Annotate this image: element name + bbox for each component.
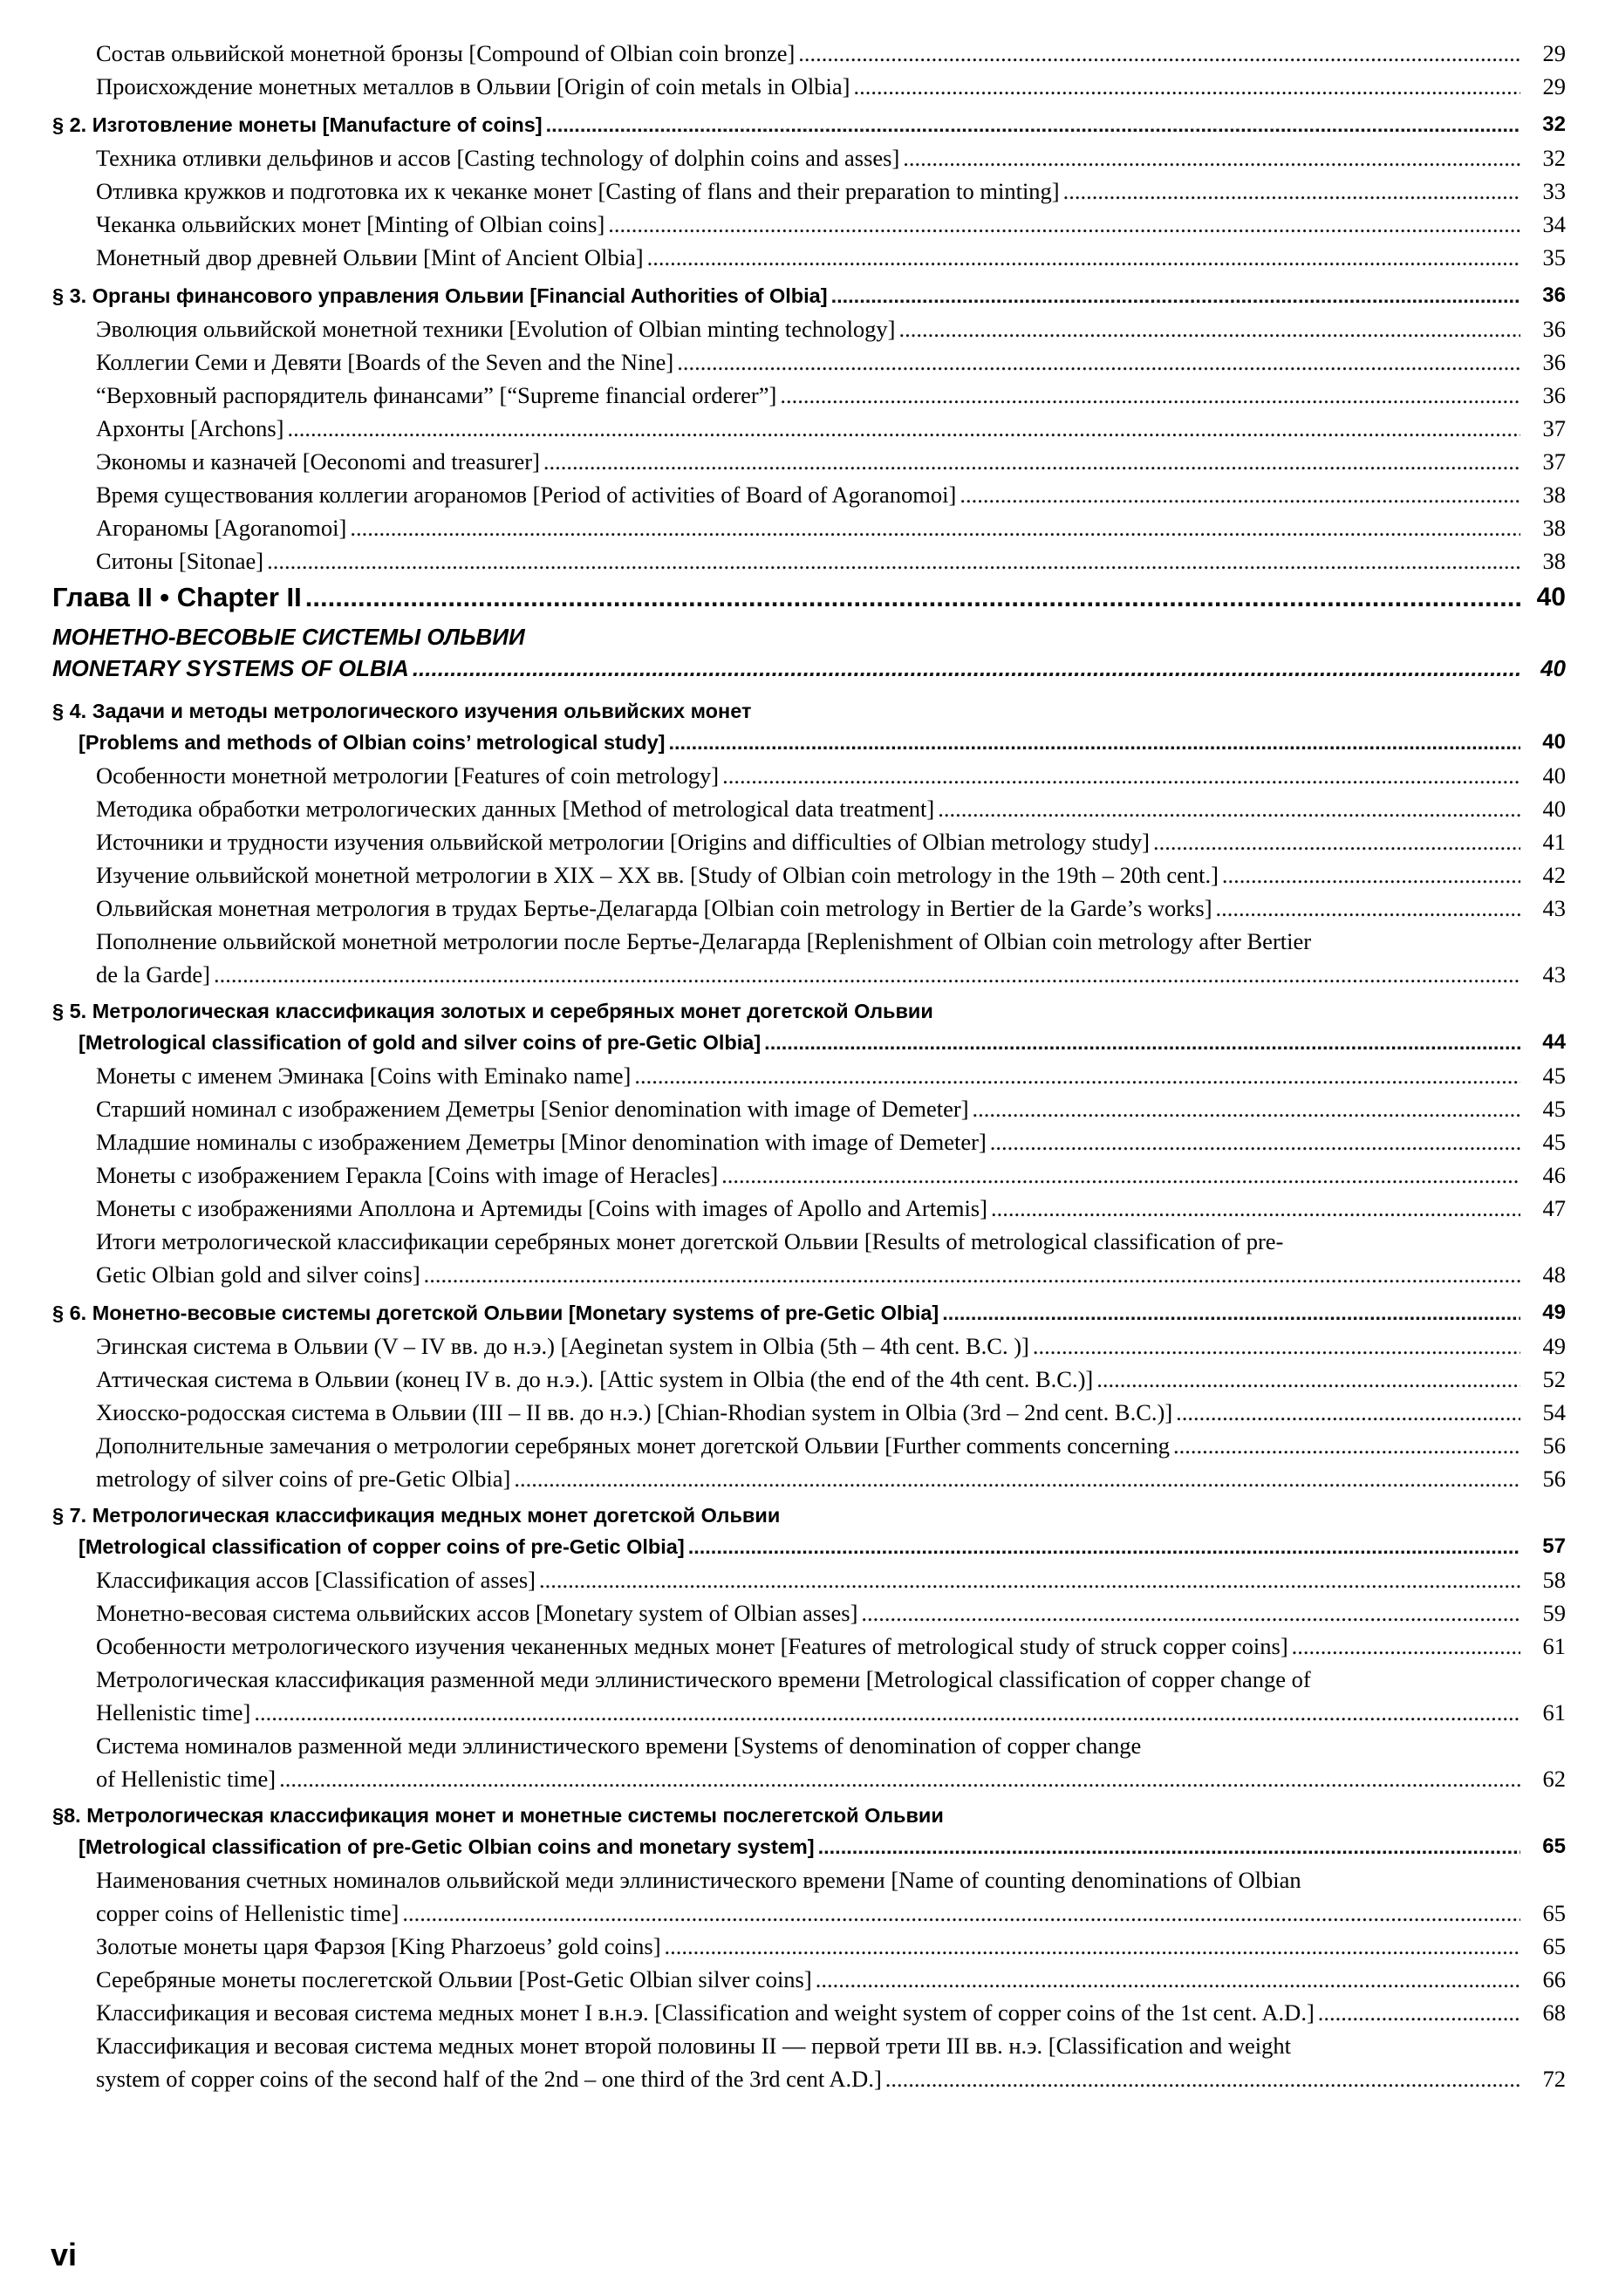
entry-title: Монетный двор древней Ольвии [Mint of Ancient Olbia] <box>96 244 644 270</box>
chapter-subtitle[interactable] <box>52 653 1566 684</box>
entry-title: Экономы и казначей [Oeconomi and treasurer] <box>96 448 540 475</box>
entry-title: Классификация и весовая система медных монет I в.н.э. [Classification and weight system of copper coins of the 1st cent. A.D.] <box>96 1999 1315 2026</box>
entry-title: Состав ольвийской монетной бронзы [Compound of Olbian coin bronze] <box>96 40 796 66</box>
entry-page: 72 <box>1542 2066 1566 2092</box>
toc-entry[interactable] <box>52 208 1566 241</box>
chapter-heading[interactable] <box>52 577 1566 618</box>
section-page: 36 <box>1542 284 1566 307</box>
entry-title: Агораномы [Agoranomoi] <box>96 515 347 541</box>
entry-page: 43 <box>1542 961 1566 987</box>
toc-entry[interactable] <box>52 478 1566 511</box>
toc-entry[interactable] <box>52 412 1566 445</box>
toc-entry[interactable] <box>52 1429 1566 1462</box>
entry-title: Хиосско-родосская система в Ольвии (III – II вв. до н.э.) [Chian-Rhodian system in Olbia (3rd – 2nd cent. B.C.)] <box>96 1399 1173 1425</box>
entry-page: 34 <box>1542 211 1566 237</box>
entry-title: Монеты с изображениями Аполлона и Артемиды [Coins with images of Apollo and Artemis] <box>96 1195 987 1221</box>
section-title-line2: [Metrological classification of gold and silver coins of pre-Getic Olbia] <box>79 1031 762 1054</box>
entry-title: Монеты с изображением Геракла [Coins with image of Heracles] <box>96 1162 719 1188</box>
toc-entry[interactable] <box>52 1696 1566 1729</box>
entry-title: Методика обработки метрологических данных [Method of metrological data treatment] <box>96 796 935 822</box>
section-title-line1: § 7. Метрологическая классификация медных монет догетской Ольвии <box>52 1504 781 1527</box>
toc-entry[interactable] <box>52 141 1566 174</box>
entry-page: 45 <box>1542 1063 1566 1089</box>
entry-title: Золотые монеты царя Фарзоя [King Pharzoeus’ gold coins] <box>96 1933 661 1959</box>
toc-entry[interactable] <box>52 759 1566 792</box>
entry-title-line2: Getic Olbian gold and silver coins] <box>96 1261 420 1288</box>
entry-title: Изучение ольвийской монетной метрологии в XIX – XX вв. [Study of Olbian coin metrology in the 19th – 20th cent.] <box>96 862 1219 888</box>
toc-entry[interactable] <box>52 958 1566 991</box>
section-title: § 2. Изготовление монеты [Manufacture of coins] <box>52 113 543 136</box>
toc-entry[interactable] <box>52 1059 1566 1092</box>
toc-entry[interactable] <box>52 1630 1566 1663</box>
section-title-line1: § 4. Задачи и методы метрологического изучения ольвийских монет <box>52 700 752 722</box>
entry-page: 46 <box>1542 1162 1566 1188</box>
table-of-contents <box>52 37 1566 2095</box>
entry-page: 41 <box>1542 829 1566 855</box>
toc-entry[interactable] <box>52 544 1566 577</box>
section-heading[interactable] <box>52 1830 1566 1863</box>
entry-page: 38 <box>1542 548 1566 574</box>
entry-page: 45 <box>1542 1129 1566 1155</box>
entry-title: Эволюция ольвийской монетной техники [Evolution of Olbian minting technology] <box>96 316 896 342</box>
toc-entry[interactable] <box>52 1596 1566 1630</box>
entry-page: 29 <box>1542 73 1566 99</box>
toc-entry[interactable] <box>52 1329 1566 1363</box>
entry-page: 38 <box>1542 515 1566 541</box>
chapter-subtitle-page: 40 <box>1540 655 1566 681</box>
toc-entry[interactable] <box>52 445 1566 478</box>
toc-entry[interactable] <box>52 1192 1566 1225</box>
section-heading[interactable] <box>52 1026 1566 1059</box>
toc-entry[interactable] <box>52 1930 1566 1963</box>
entry-title: Классификация ассов [Classification of asses] <box>96 1567 536 1593</box>
toc-entry[interactable] <box>52 1396 1566 1429</box>
entry-title: Ольвийская монетная метрология в трудах Бертье-Делагарда [Olbian coin metrology in Bertier de la Garde’s works] <box>96 895 1212 921</box>
entry-page: 37 <box>1542 448 1566 475</box>
toc-entry[interactable] <box>52 345 1566 379</box>
toc-entry[interactable] <box>52 825 1566 858</box>
chapter-page: 40 <box>1536 583 1566 612</box>
entry-page: 38 <box>1542 482 1566 508</box>
entry-page: 36 <box>1542 349 1566 375</box>
entry-title: Особенности метрологического изучения чеканенных медных монет [Features of metrological study of struck copper coins] <box>96 1633 1288 1659</box>
toc-entry[interactable] <box>52 312 1566 345</box>
entry-page: 40 <box>1542 796 1566 822</box>
toc-entry[interactable] <box>52 1462 1566 1495</box>
entry-title-line1: Наименования счетных номиналов ольвийской меди эллинистического времени [Name of counting denominations of Olbian <box>96 1867 1301 1893</box>
entry-page: 54 <box>1542 1399 1566 1425</box>
entry-page: 56 <box>1542 1432 1566 1459</box>
entry-title: “Верховный распорядитель финансами” [“Supreme financial orderer”] <box>96 382 777 408</box>
entry-page: 35 <box>1542 244 1566 270</box>
entry-title: Монеты с именем Эминака [Coins with Eminako name] <box>96 1063 632 1089</box>
entry-page: 47 <box>1542 1195 1566 1221</box>
toc-entry[interactable] <box>52 892 1566 925</box>
entry-title-line2: copper coins of Hellenistic time] <box>96 1900 400 1926</box>
entry-page: 58 <box>1542 1567 1566 1593</box>
entry-page: 43 <box>1542 895 1566 921</box>
entry-page: 40 <box>1542 762 1566 789</box>
entry-page: 33 <box>1542 178 1566 204</box>
entry-page: 29 <box>1542 40 1566 66</box>
entry-title: Коллегии Семи и Девяти [Boards of the Seven and the Nine] <box>96 349 674 375</box>
entry-page: 49 <box>1542 1333 1566 1359</box>
toc-entry[interactable] <box>52 511 1566 544</box>
toc-entry[interactable] <box>52 1963 1566 1996</box>
entry-page: 56 <box>1542 1466 1566 1492</box>
section-title-line2: [Metrological classification of copper coins of pre-Getic Olbia] <box>79 1535 685 1558</box>
entry-page: 61 <box>1542 1633 1566 1659</box>
section-title: § 3. Органы финансового управления Ольвии [Financial Authorities of Olbia] <box>52 284 828 307</box>
toc-entry[interactable] <box>52 1125 1566 1158</box>
entry-title-line2: system of copper coins of the second half of the 2nd – one third of the 3rd cent A.D.] <box>96 2066 882 2092</box>
section-page: 32 <box>1542 113 1566 136</box>
section-page: 65 <box>1542 1835 1566 1858</box>
entry-page: 59 <box>1542 1600 1566 1626</box>
section-title-line1: § 5. Метрологическая классификация золотых и серебряных монет догетской Ольвии <box>52 1000 933 1022</box>
section-page: 49 <box>1542 1301 1566 1324</box>
entry-page: 62 <box>1542 1766 1566 1792</box>
entry-title: Старший номинал с изображением Деметры [Senior denomination with image of Demeter] <box>96 1096 969 1122</box>
section-page: 44 <box>1542 1030 1566 1054</box>
section-heading[interactable] <box>52 279 1566 312</box>
toc-entry[interactable] <box>52 174 1566 208</box>
entry-title-line1: Метрологическая классификация разменной меди эллинистического времени [Metrological classification of copper change of <box>96 1666 1311 1692</box>
section-heading[interactable] <box>52 108 1566 141</box>
chapter-subtitle-en: MONETARY SYSTEMS OF OLBIA <box>52 655 409 681</box>
entry-title: Чеканка ольвийских монет [Minting of Olbian coins] <box>96 211 605 237</box>
entry-title: Архонты [Archons] <box>96 415 284 441</box>
toc-entry[interactable] <box>52 1896 1566 1930</box>
entry-title: Серебряные монеты послегетской Ольвии [Post-Getic Olbian silver coins] <box>96 1966 812 1992</box>
toc-entry[interactable] <box>52 70 1566 103</box>
toc-entry[interactable] <box>52 37 1566 70</box>
entry-title-line2: de la Garde] <box>96 961 210 987</box>
section-heading[interactable] <box>52 1530 1566 1563</box>
entry-title-line1: Система номиналов разменной меди эллинистического времени [Systems of denomination of copper change <box>96 1732 1142 1759</box>
entry-title: metrology of silver coins of pre-Getic Olbia] <box>96 1466 511 1492</box>
entry-title: Эгинская система в Ольвии (V – IV вв. до н.э.) [Aeginetan system in Olbia (5th – 4th cent. B.C. )] <box>96 1333 1029 1359</box>
toc-entry[interactable] <box>52 792 1566 825</box>
entry-page: 36 <box>1542 316 1566 342</box>
entry-title-line1: Пополнение ольвийской монетной метрологии после Бертье-Делагарда [Replenishment of Olbian coin metrology after Bertier <box>96 928 1312 954</box>
entry-page: 36 <box>1542 382 1566 408</box>
toc-entry[interactable] <box>52 1158 1566 1192</box>
entry-page: 65 <box>1542 1900 1566 1926</box>
section-title-line2: [Metrological classification of pre-Getic Olbian coins and monetary system] <box>79 1835 815 1858</box>
toc-entry[interactable] <box>52 858 1566 892</box>
section-page: 57 <box>1542 1534 1566 1558</box>
chapter-subtitle-ru: МОНЕТНО-ВЕСОВЫЕ СИСТЕМЫ ОЛЬВИИ <box>52 624 525 650</box>
entry-page: 66 <box>1542 1966 1566 1992</box>
entry-title: Младшие номиналы с изображением Деметры [Minor denomination with image of Demeter] <box>96 1129 987 1155</box>
section-heading[interactable] <box>52 726 1566 759</box>
page-number: vi <box>51 2237 78 2272</box>
entry-title-line2: of Hellenistic time] <box>96 1766 277 1792</box>
toc-entry[interactable] <box>52 2062 1566 2095</box>
entry-page: 48 <box>1542 1261 1566 1288</box>
entry-page: 65 <box>1542 1933 1566 1959</box>
chapter-title: Глава II • Chapter II <box>52 582 302 612</box>
toc-entry[interactable] <box>52 1092 1566 1125</box>
toc-entry[interactable] <box>52 379 1566 412</box>
entry-page: 45 <box>1542 1096 1566 1122</box>
entry-page: 68 <box>1542 1999 1566 2026</box>
entry-title: Источники и трудности изучения ольвийской метрологии [Origins and difficulties of Olbian metrology study] <box>96 829 1150 855</box>
section-title: § 6. Монетно-весовые системы догетской Ольвии [Monetary systems of pre-Getic Olbia] <box>52 1302 939 1324</box>
section-title-line1: §8. Метрологическая классификация монет и монетные системы послегетской Ольвии <box>52 1804 944 1827</box>
entry-title: Аттическая система в Ольвии (конец IV в. до н.э.). [Attic system in Olbia (the end of the 4th cent. B.C.)] <box>96 1366 1094 1392</box>
entry-page: 52 <box>1542 1366 1566 1392</box>
entry-title: Монетно-весовая система ольвийских ассов [Monetary system of Olbian asses] <box>96 1600 858 1626</box>
toc-entry[interactable] <box>52 1563 1566 1596</box>
section-title-line2: [Problems and methods of Olbian coins’ metrological study] <box>79 731 666 754</box>
toc-entry[interactable] <box>52 1762 1566 1795</box>
entry-page: 37 <box>1542 415 1566 441</box>
toc-entry[interactable] <box>52 1363 1566 1396</box>
entry-title-line2: Hellenistic time] <box>96 1699 251 1725</box>
toc-entry[interactable] <box>52 1996 1566 2029</box>
entry-title: Время существования коллегии агораномов [Period of activities of Board of Agoranomoi] <box>96 482 957 508</box>
entry-title-line1: Итоги метрологической классификации серебряных монет догетской Ольвии [Results of metrological classification of pre- <box>96 1228 1284 1254</box>
entry-page: 42 <box>1542 862 1566 888</box>
entry-title: Техника отливки дельфинов и ассов [Casting technology of dolphin coins and asses] <box>96 145 900 171</box>
entry-title-line1: Классификация и весовая система медных монет второй половины II — первой трети III вв. н.э. [Classification and weight <box>96 2033 1291 2059</box>
section-heading[interactable] <box>52 1296 1566 1329</box>
entry-title: Дополнительные замечания о метрологии серебряных монет догетской Ольвии [Further comments concerning <box>96 1432 1170 1459</box>
toc-entry[interactable] <box>52 241 1566 274</box>
entry-title: Ситоны [Sitonae] <box>96 548 264 574</box>
entry-title: Происхождение монетных металлов в Ольвии [Origin of coin metals in Olbia] <box>96 73 850 99</box>
toc-entry[interactable] <box>52 1258 1566 1291</box>
entry-title: Особенности монетной метрологии [Features of coin metrology] <box>96 762 720 789</box>
entry-page: 61 <box>1542 1699 1566 1725</box>
entry-page: 32 <box>1542 145 1566 171</box>
entry-title: Отливка кружков и подготовка их к чеканке монет [Casting of flans and their preparation to minting] <box>96 178 1060 204</box>
section-page: 40 <box>1542 730 1566 754</box>
